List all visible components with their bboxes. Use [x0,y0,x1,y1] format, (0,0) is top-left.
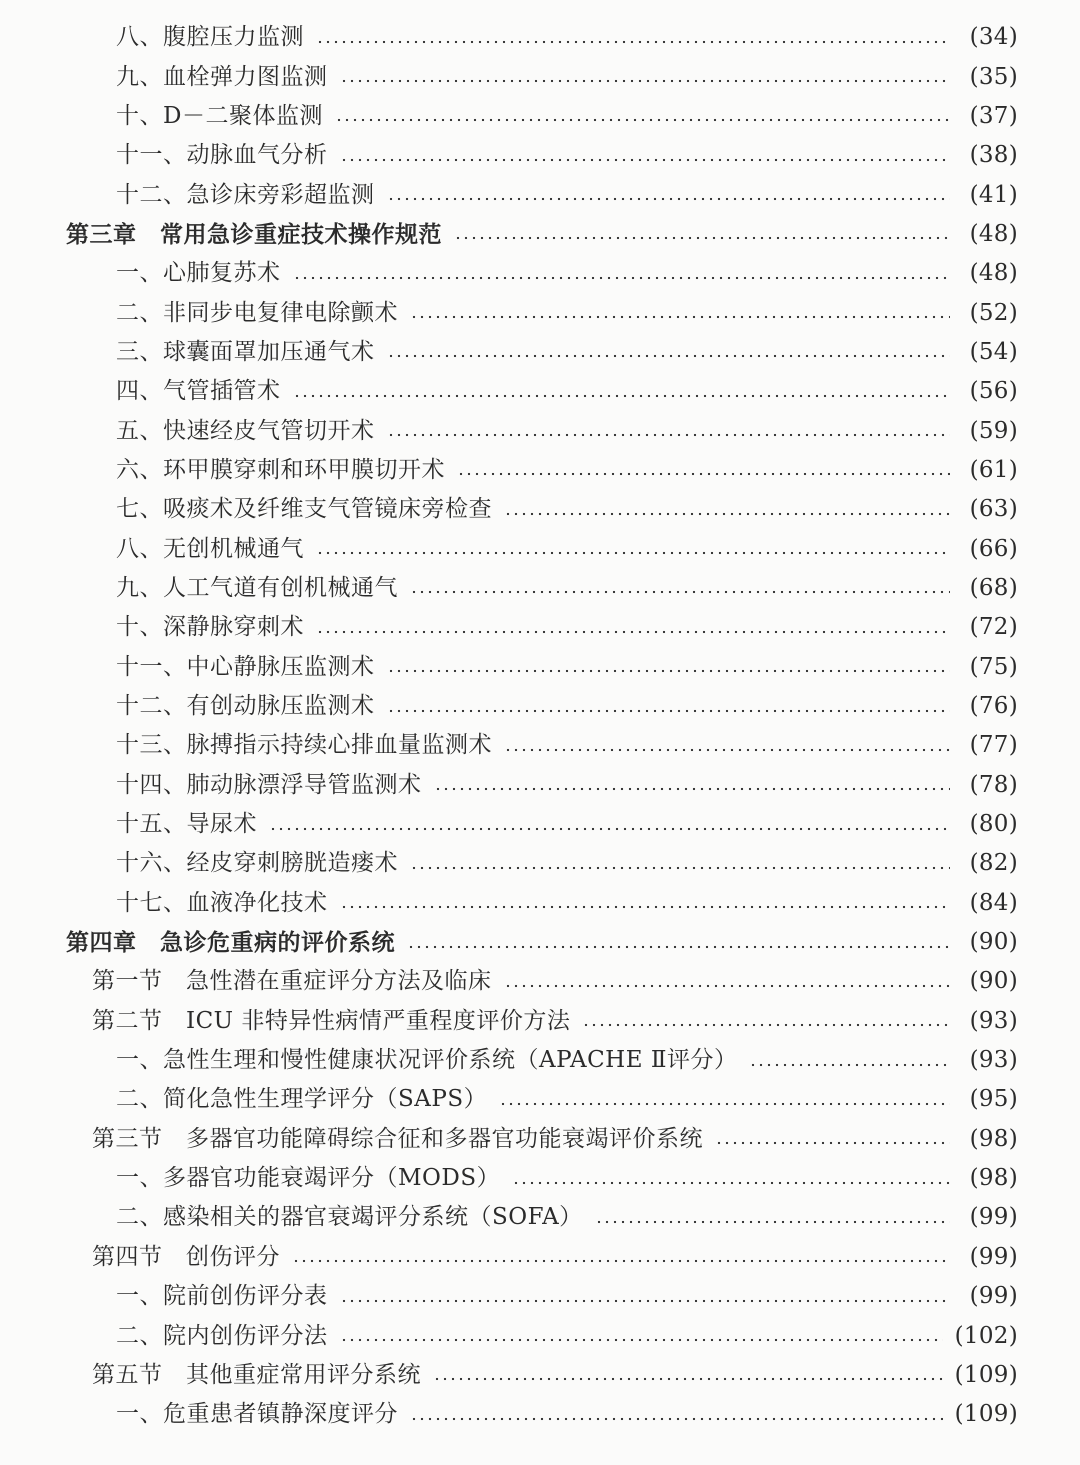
dot-leader [595,1220,950,1224]
toc-item-row[interactable] [0,648,1080,687]
toc-section-row[interactable] [0,1356,1080,1395]
toc-entry-title: 九、血栓弹力图监测 [116,63,328,90]
toc-item-row[interactable] [0,372,1080,411]
toc-page-number: (75) [969,653,1018,680]
dot-leader [316,40,950,44]
toc-chapter-row[interactable] [0,215,1080,254]
toc-entry-title: 第二节 ICU 非特异性病情严重程度评价方法 [92,1007,571,1034]
toc-entry-title: 一、急性生理和慢性健康状况评价系统（APACHE Ⅱ评分） [116,1047,738,1074]
toc-entry-title: 二、简化急性生理学评分（SAPS） [116,1086,488,1113]
toc-item-row[interactable] [0,1159,1080,1198]
toc-entry-title: 十四、肺动脉漂浮导管监测术 [116,771,422,798]
dot-leader [340,158,951,162]
dot-leader [292,1259,950,1263]
toc-item-row[interactable] [0,844,1080,883]
dot-leader [715,1141,950,1145]
toc-page-number: (84) [969,889,1018,916]
toc-entry-title: 第一节 急性潜在重症评分方法及临床 [92,968,492,995]
toc-page-number: (66) [969,535,1018,562]
toc-entry-title: 一、心肺复苏术 [116,260,281,287]
dot-leader [457,472,950,476]
dot-leader [340,79,951,83]
toc-item-row[interactable] [0,726,1080,765]
toc-entry-title: 八、无创机械通气 [116,535,304,562]
toc-item-row[interactable] [0,529,1080,568]
dot-leader [433,1377,943,1381]
dot-leader [512,1181,950,1185]
toc-entry-title: 四、气管插管术 [116,378,281,405]
toc-page-number: (59) [969,417,1018,444]
dot-leader [335,118,950,122]
toc-entry-title: 第五节 其他重症常用评分系统 [92,1361,421,1388]
toc-item-row[interactable] [0,57,1080,96]
toc-entry-title: 第三章 常用急诊重症技术操作规范 [66,220,442,248]
dot-leader [410,1417,943,1421]
toc-entry-title: 二、非同步电复律电除颤术 [116,299,398,326]
toc-entry-title: 二、院内创伤评分法 [116,1322,328,1349]
toc-page-number: (93) [969,1007,1018,1034]
toc-page-number: (82) [969,850,1018,877]
toc-item-row[interactable] [0,569,1080,608]
toc-entry-title: 十七、血液净化技术 [116,889,328,916]
toc-entry-title: 第四节 创伤评分 [92,1243,280,1270]
toc-entry-title: 十一、动脉血气分析 [116,142,328,169]
toc-item-row[interactable] [0,175,1080,214]
toc-entry-title: 九、人工气道有创机械通气 [116,574,398,601]
toc-item-row[interactable] [0,1395,1080,1434]
toc-entry-title: 一、多器官功能衰竭评分（MODS） [116,1165,501,1192]
toc-entry-title: 第四章 急诊危重病的评价系统 [66,929,395,957]
toc-page-number: (109) [954,1361,1018,1388]
toc-section-row[interactable] [0,1238,1080,1277]
toc-item-row[interactable] [0,293,1080,332]
toc-item-row[interactable] [0,805,1080,844]
toc-page-number: (72) [969,614,1018,641]
toc-entry-title: 一、危重患者镇静深度评分 [116,1401,398,1428]
dot-leader [410,866,950,870]
dot-leader [499,1102,950,1106]
toc-entry-title: 五、快速经皮气管切开术 [116,417,375,444]
toc-item-row[interactable] [0,97,1080,136]
toc-entry-title: 十一、中心静脉压监测术 [116,653,375,680]
dot-leader [454,236,950,240]
toc-page-number: (80) [969,811,1018,838]
toc-page-number: (99) [969,1204,1018,1231]
dot-leader [316,551,950,555]
toc-entry-title: 十二、急诊床旁彩超监测 [116,181,375,208]
toc-entry-title: 二、感染相关的器官衰竭评分系统（SOFA） [116,1204,583,1231]
toc-page-number: (37) [969,102,1018,129]
toc-page-number: (35) [969,63,1018,90]
toc-entry-title: 八、腹腔压力监测 [116,24,304,51]
dot-leader [387,669,951,673]
toc-page-number: (90) [969,929,1018,956]
toc-item-row[interactable] [0,333,1080,372]
dot-leader [582,1023,950,1027]
toc-page-number: (56) [969,378,1018,405]
toc-page-number: (76) [969,693,1018,720]
dot-leader [504,984,951,988]
toc-page-number: (34) [969,24,1018,51]
toc-page-number: (90) [969,968,1018,995]
toc-section-row[interactable] [0,1120,1080,1159]
dot-leader [387,354,951,358]
toc-entry-title: 第三节 多器官功能障碍综合征和多器官功能衰竭评价系统 [92,1125,703,1152]
dot-leader [340,1338,943,1342]
toc-page-number: (61) [969,456,1018,483]
toc-item-row[interactable] [0,1080,1080,1119]
table-of-contents [0,18,1080,1434]
dot-leader [434,787,951,791]
toc-item-row[interactable] [0,766,1080,805]
dot-leader [316,630,950,634]
toc-entry-title: 七、吸痰术及纤维支气管镜床旁检查 [116,496,492,523]
toc-entry-title: 六、环甲膜穿刺和环甲膜切开术 [116,456,445,483]
toc-entry-title: 十六、经皮穿刺膀胱造瘘术 [116,850,398,877]
toc-entry-title: 一、院前创伤评分表 [116,1283,328,1310]
toc-page-number: (54) [969,338,1018,365]
toc-item-row[interactable] [0,608,1080,647]
toc-entry-title: 十、深静脉穿刺术 [116,614,304,641]
toc-page-number: (52) [969,299,1018,326]
dot-leader [407,945,950,949]
toc-page-number: (93) [969,1047,1018,1074]
toc-page-number: (102) [954,1322,1018,1349]
toc-item-row[interactable] [0,687,1080,726]
dot-leader [340,1299,951,1303]
toc-item-row[interactable] [0,884,1080,923]
toc-page-number: (98) [969,1125,1018,1152]
toc-item-row[interactable] [0,490,1080,529]
dot-leader [387,709,951,713]
toc-item-row[interactable] [0,136,1080,175]
dot-leader [410,590,950,594]
toc-page-number: (99) [969,1243,1018,1270]
dot-leader [269,827,950,831]
toc-entry-title: 十三、脉搏指示持续心排血量监测术 [116,732,492,759]
toc-item-row[interactable] [0,254,1080,293]
toc-page-number: (48) [969,220,1018,247]
toc-page-number: (95) [969,1086,1018,1113]
dot-leader [749,1063,950,1067]
toc-page-number: (109) [954,1401,1018,1428]
dot-leader [293,276,951,280]
toc-page-number: (77) [969,732,1018,759]
toc-page-number: (98) [969,1165,1018,1192]
toc-entry-title: 十、D－二聚体监测 [116,102,323,129]
toc-page-number: (99) [969,1283,1018,1310]
dot-leader [340,905,951,909]
toc-page-number: (38) [969,142,1018,169]
toc-page-number: (48) [969,260,1018,287]
toc-page-number: (41) [969,181,1018,208]
dot-leader [293,394,951,398]
toc-item-row[interactable] [0,1198,1080,1237]
toc-item-row[interactable] [0,1277,1080,1316]
toc-chapter-row[interactable] [0,923,1080,962]
toc-item-row[interactable] [0,451,1080,490]
toc-entry-title: 十五、导尿术 [116,811,257,838]
dot-leader [387,197,951,201]
toc-item-row[interactable] [0,18,1080,57]
toc-section-row[interactable] [0,1002,1080,1041]
toc-section-row[interactable] [0,962,1080,1001]
toc-item-row[interactable] [0,1316,1080,1355]
dot-leader [504,748,950,752]
dot-leader [410,315,950,319]
toc-item-row[interactable] [0,411,1080,450]
toc-page-number: (78) [969,771,1018,798]
dot-leader [504,512,950,516]
toc-page-number: (63) [969,496,1018,523]
toc-entry-title: 三、球囊面罩加压通气术 [116,338,375,365]
dot-leader [387,433,951,437]
toc-entry-title: 十二、有创动脉压监测术 [116,693,375,720]
toc-item-row[interactable] [0,1041,1080,1080]
toc-page-number: (68) [969,574,1018,601]
